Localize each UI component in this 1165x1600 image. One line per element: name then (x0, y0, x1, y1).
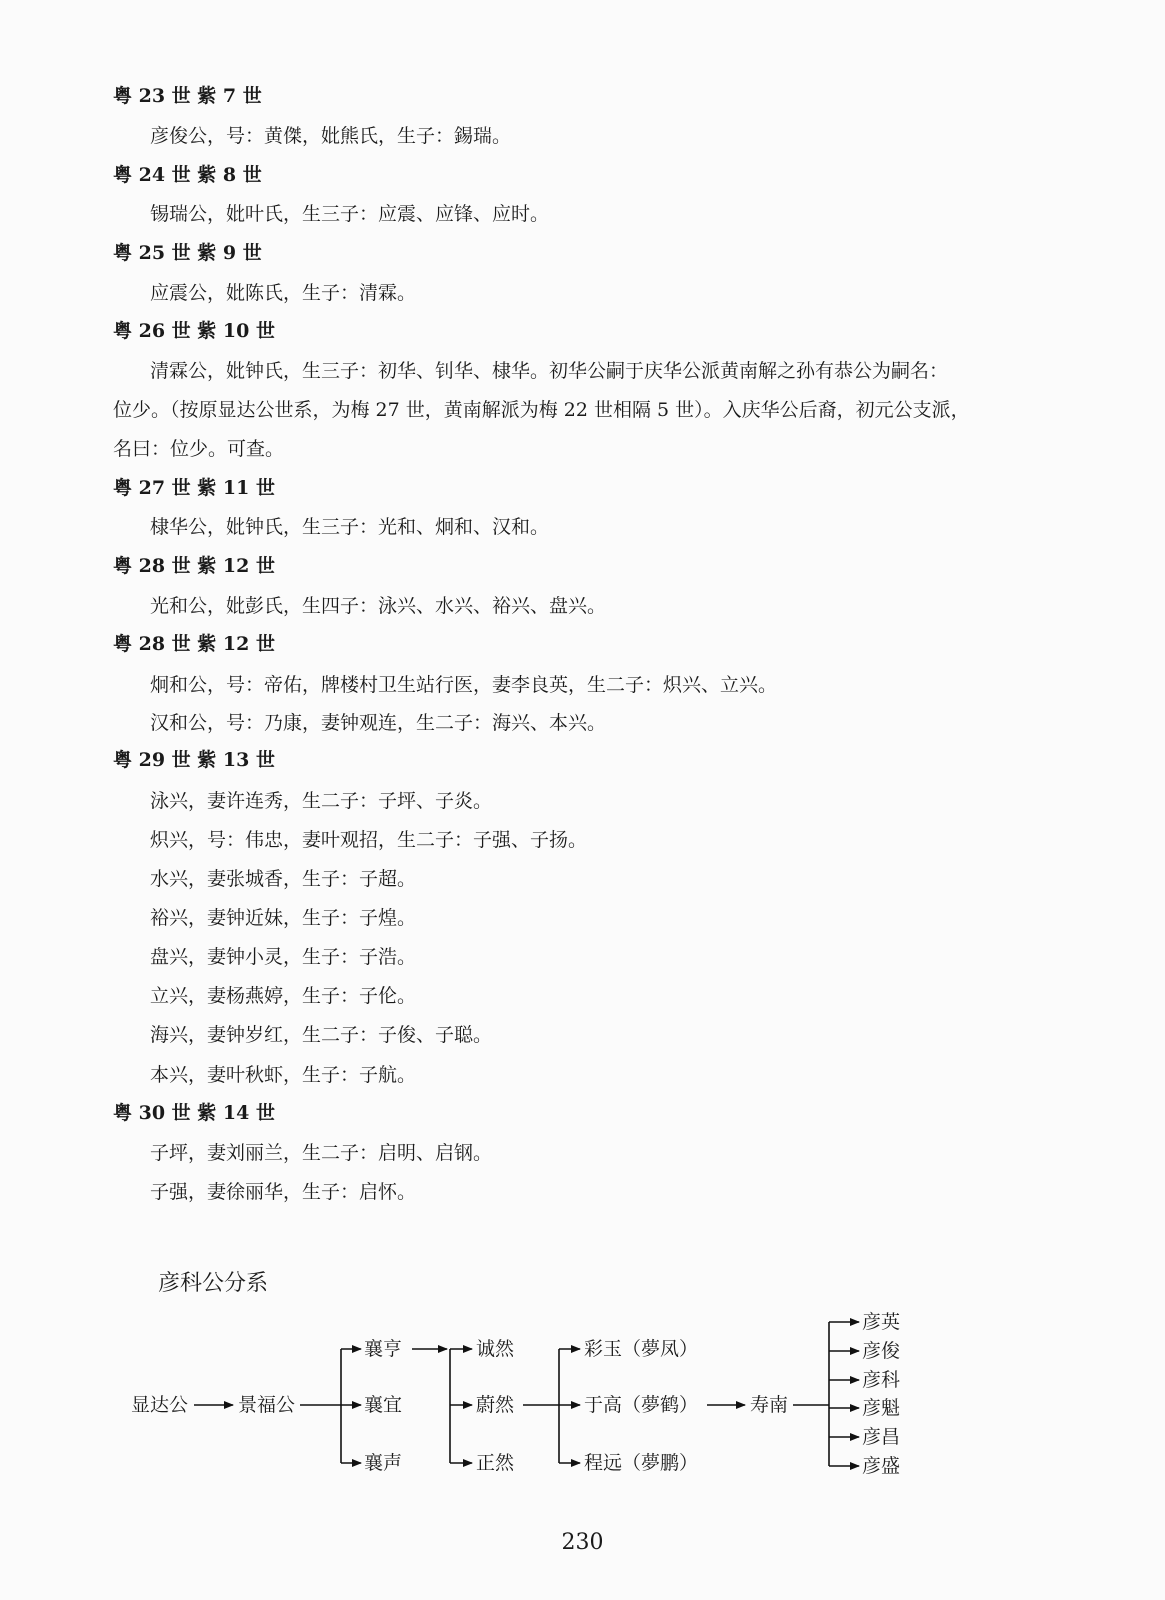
entry-text: 汉和公，号：乃康，妻钟观连，生二子：海兴、本兴。 (150, 712, 607, 734)
node-gen7: 彦科 (862, 1369, 901, 1391)
entry-text: 光和公，妣彭氏，生四子：泳兴、水兴、裕兴、盘兴。 (150, 595, 607, 617)
node-gen3: 襄亨 (364, 1338, 403, 1360)
entry-text: 棣华公，妣钟氏，生三子：光和、炯和、汉和。 (150, 516, 550, 538)
node-gen7: 彦英 (862, 1311, 901, 1333)
entry-text: 泳兴，妻许连秀，生二子：子坪、子炎。 (150, 790, 493, 812)
node-gen2: 景福公 (238, 1394, 296, 1416)
entry-text: 子强，妻徐丽华，生子：启怀。 (150, 1181, 417, 1203)
node-gen4: 诚然 (476, 1338, 515, 1360)
entry-text: 炯和公，号：帝佑，牌楼村卫生站行医，妻李良英，生二子：炽兴、立兴。 (150, 674, 778, 696)
generation-header: 粤 28 世 紫 12 世 (113, 633, 275, 655)
generation-header: 粤 28 世 紫 12 世 (113, 555, 275, 577)
generation-header: 粤 23 世 紫 7 世 (113, 85, 262, 107)
entry-text: 子坪，妻刘丽兰，生二子：启明、启钢。 (150, 1142, 493, 1164)
entry-text: 盘兴，妻钟小灵，生子：子浩。 (150, 946, 417, 968)
node-gen7: 彦魁 (862, 1397, 901, 1419)
entry-text: 锡瑞公，妣叶氏，生三子：应震、应锋、应时。 (150, 203, 550, 225)
node-gen7: 彦盛 (862, 1455, 901, 1477)
node-gen3: 襄宜 (364, 1394, 403, 1416)
entry-text: 海兴，妻钟岁红，生二子：子俊、子聪。 (150, 1024, 493, 1046)
entry-text: 立兴，妻杨燕婷，生子：子伦。 (150, 985, 417, 1007)
entry-text: 炽兴，号：伟忠，妻叶观招，生二子：子强、子扬。 (150, 829, 588, 851)
node-gen5: 程远（夢鹏） (584, 1452, 699, 1474)
node-gen5: 彩玉（夢凤） (584, 1338, 699, 1360)
node-gen7: 彦俊 (862, 1340, 901, 1362)
node-root: 显达公 (131, 1394, 189, 1416)
generation-header: 粤 30 世 紫 14 世 (113, 1102, 275, 1124)
node-gen3: 襄声 (364, 1452, 403, 1474)
entry-text: 应震公，妣陈氏，生子：清霖。 (150, 282, 417, 304)
generation-header: 粤 24 世 紫 8 世 (113, 164, 262, 186)
node-gen4: 正然 (476, 1452, 515, 1474)
generation-header: 粤 25 世 紫 9 世 (113, 242, 262, 264)
node-gen6: 寿南 (750, 1394, 789, 1416)
entry-text: 水兴，妻张城香，生子：子超。 (150, 868, 417, 890)
entry-text: 名曰：位少。可查。 (113, 438, 285, 460)
entry-text: 裕兴，妻钟近妹，生子：子煌。 (150, 907, 417, 929)
entry-text: 本兴，妻叶秋虾，生子：子航。 (150, 1064, 417, 1086)
generation-header: 粤 27 世 紫 11 世 (113, 477, 275, 499)
entry-text: 位少。（按原显达公世系，为梅 27 世，黄南解派为梅 22 世相隔 5 世）。入庆华公后裔，初元公支派， (113, 399, 970, 421)
entry-text: 清霖公，妣钟氏，生三子：初华、钊华、棣华。初华公嗣于庆华公派黄南解之孙有恭公为嗣名： (150, 360, 949, 382)
generation-header: 粤 26 世 紫 10 世 (113, 320, 275, 342)
node-gen7: 彦昌 (862, 1426, 901, 1448)
node-gen5: 于高（夢鹤） (584, 1394, 699, 1416)
entry-text: 彦俊公，号：黄傑，妣熊氏，生子：錫瑞。 (150, 125, 512, 147)
generation-header: 粤 29 世 紫 13 世 (113, 749, 275, 771)
diagram-title: 彦科公分系 (158, 1271, 269, 1296)
node-gen4: 蔚然 (476, 1394, 515, 1416)
page-number: 230 (561, 1530, 604, 1555)
